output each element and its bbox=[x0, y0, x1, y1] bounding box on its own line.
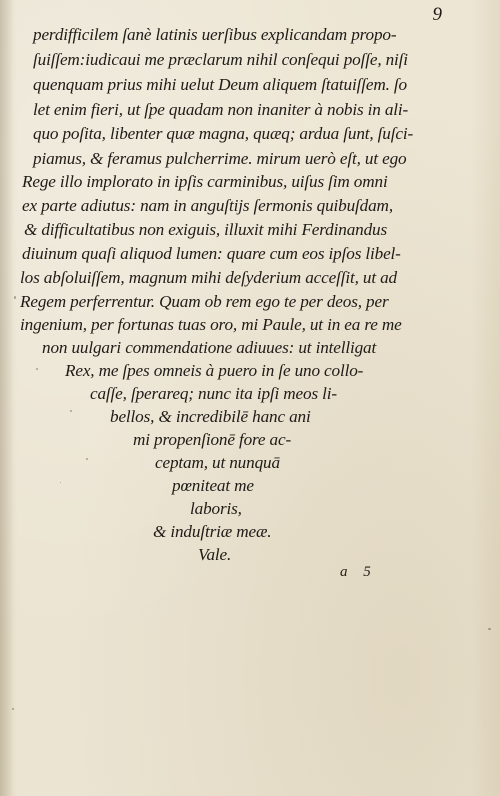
text-line-14: non uulgari commendatione adiuues: ut intelligat bbox=[42, 338, 377, 357]
text-line-1: perdifficilem ſanè latinis uerſibus explicandam propo- bbox=[33, 25, 397, 44]
paper-speck bbox=[70, 410, 72, 412]
text-line-16: caſſe, ſperareq; nunc ita ipſi meos li- bbox=[90, 384, 337, 403]
paper-speck bbox=[36, 368, 38, 370]
text-line-8: ex parte adiutus: nam in anguſtijs ſermonis quibuſdam, bbox=[22, 196, 393, 215]
text-line-11: los abſoluiſſem, magnum mihi deſyderium acceſſit, ut ad bbox=[20, 268, 397, 287]
paper-speck bbox=[86, 458, 88, 460]
paper-speck bbox=[14, 296, 16, 299]
text-line-22: & induſtriæ meæ. bbox=[153, 522, 272, 541]
text-line-18: mi propenſionē fore ac- bbox=[133, 430, 292, 449]
text-line-9: & difficultatibus non exiguis, illuxit mihi Ferdinandus bbox=[24, 220, 388, 239]
text-line-7: Rege illo implorato in ipſis carminibus, uiſus ſim omni bbox=[22, 172, 388, 191]
page-number: 9 bbox=[432, 4, 442, 25]
text-line-3: quenquam prius mihi uelut Deum aliquem ſtatuiſſem. ſo bbox=[33, 75, 407, 94]
paper-speck bbox=[12, 708, 14, 710]
text-line-4: let enim fieri, ut ſpe quadam non inaniter à nobis in ali- bbox=[33, 100, 409, 119]
text-line-6: piamus, & feramus pulcherrime. mirum uerò eſt, ut ego bbox=[33, 149, 407, 168]
text-line-20: pœniteat me bbox=[172, 476, 254, 495]
signature-mark: a 5 bbox=[340, 564, 377, 580]
paper-speck bbox=[60, 482, 61, 483]
text-line-10: diuinum quaſi aliquod lumen: quare cum eos ipſos libel- bbox=[22, 244, 401, 263]
paper-speck bbox=[488, 628, 491, 630]
text-line-13: ingenium, per fortunas tuas oro, mi Paule, ut in ea re me bbox=[20, 315, 402, 334]
text-line-17: bellos, & incredibilē hanc ani bbox=[110, 407, 311, 426]
text-line-2: ſuiſſem:iudicaui me præclarum nihil conſequi poſſe, niſi bbox=[33, 50, 408, 69]
text-line-5: quo poſita, libenter quæ magna, quæq; ardua ſunt, ſuſci- bbox=[33, 124, 414, 143]
text-line-21: laboris, bbox=[190, 499, 242, 518]
text-line-23: Vale. bbox=[198, 545, 232, 564]
text-line-19: ceptam, ut nunquā bbox=[155, 453, 280, 472]
gutter-shadow bbox=[0, 0, 14, 796]
text-line-15: Rex, me ſpes omneis à puero in ſe uno collo- bbox=[65, 361, 364, 380]
text-line-12: Regem perferrentur. Quam ob rem ego te per deos, per bbox=[20, 292, 389, 311]
